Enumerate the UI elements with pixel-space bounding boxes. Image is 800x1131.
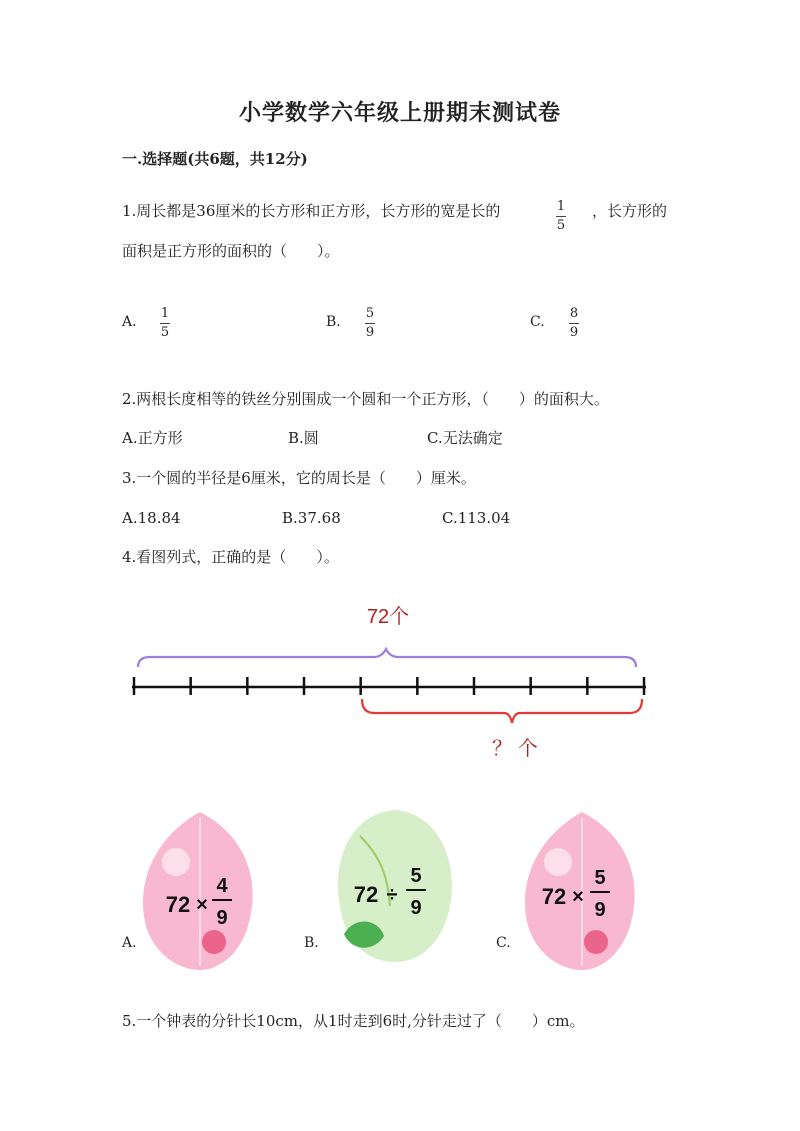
leaf-icon <box>143 812 253 970</box>
q4-option-b-leaf[interactable] <box>330 806 460 966</box>
flower-decoration <box>162 848 190 876</box>
diagram-top-brace <box>138 649 636 667</box>
q1-option-c-label[interactable]: C. <box>530 314 545 330</box>
q3-option-c[interactable]: C.113.04 <box>442 509 511 527</box>
section-heading: 一.选择题(共6题，共12分) <box>122 150 308 168</box>
option-c-left: 72 <box>541 884 567 909</box>
q3-option-a[interactable]: A.18.84 <box>122 509 181 527</box>
q1-line2: 面积是正方形的面积的（ ）。 <box>122 242 340 260</box>
q4-text: 4.看图列式，正确的是（ ）。 <box>122 548 339 566</box>
q1-line1-post: ，长方形的 <box>592 202 668 220</box>
diagram-bottom-label: ？ 个 <box>492 738 538 760</box>
option-a-op: × <box>196 894 208 916</box>
q1-option-a-fraction <box>160 307 170 341</box>
q1-option-c-fraction <box>569 307 579 341</box>
q1-line1 <box>122 204 500 219</box>
q4-option-a-leaf[interactable] <box>138 808 262 974</box>
option-b-left: 72 <box>353 882 379 907</box>
q1-frac-num: 1 <box>556 199 566 214</box>
q4-bar-diagram <box>120 595 660 770</box>
diagram-bottom-brace <box>362 699 642 723</box>
q1-option-a-label[interactable]: A. <box>122 314 137 330</box>
q5-text: 5.一个钟表的分针长10cm，从1时走到6时,分针走过了（ ）cm。 <box>122 1012 585 1030</box>
option-c-op: × <box>572 886 584 908</box>
q2-text: 2.两根长度相等的铁丝分别围成一个圆和一个正方形，（ ）的面积大。 <box>122 390 609 408</box>
q4-option-c-leaf[interactable] <box>520 808 644 974</box>
q2-option-c[interactable]: C.无法确定 <box>427 429 503 447</box>
q1-option-c-den: 9 <box>569 325 579 341</box>
option-b-den: 9 <box>410 897 422 919</box>
q1-option-b-label[interactable]: B. <box>326 314 341 330</box>
option-a-left: 72 <box>165 892 191 917</box>
option-c-num: 5 <box>594 867 606 889</box>
q1-line1-pre: 1.周长都是36厘米的长方形和正方形，长方形的宽是长的 <box>122 202 501 220</box>
q1-fraction <box>556 200 566 234</box>
q2-option-a[interactable]: A.正方形 <box>122 429 183 447</box>
q3-text: 3.一个圆的半径是6厘米，它的周长是（ ）厘米。 <box>122 469 476 487</box>
q1-option-c-num: 8 <box>569 306 579 321</box>
q4-option-c-label[interactable]: C. <box>496 935 511 951</box>
page-title: 小学数学六年级上册期末测试卷 <box>238 100 561 126</box>
q1-option-b-den: 9 <box>365 325 375 341</box>
q1-frac-den: 5 <box>556 218 566 234</box>
option-a-num: 4 <box>216 875 228 897</box>
q1-option-a-den: 5 <box>160 325 170 341</box>
q1-option-a-num: 1 <box>160 306 170 321</box>
q4-option-a-label[interactable]: A. <box>122 935 137 951</box>
option-c-den: 9 <box>594 899 606 921</box>
q4-option-b-label[interactable]: B. <box>304 935 319 951</box>
option-a-den: 9 <box>216 907 228 929</box>
flower-decoration <box>584 930 608 954</box>
option-b-op: ÷ <box>386 884 398 906</box>
q1-option-b-num: 5 <box>365 306 375 321</box>
q1-option-b-fraction <box>365 307 375 341</box>
option-b-num: 5 <box>410 865 422 887</box>
diagram-top-label: 72个 <box>366 606 410 628</box>
q2-option-b[interactable]: B.圆 <box>288 429 319 447</box>
flower-decoration <box>202 930 226 954</box>
q3-option-b[interactable]: B.37.68 <box>282 509 341 527</box>
flower-decoration <box>544 848 572 876</box>
